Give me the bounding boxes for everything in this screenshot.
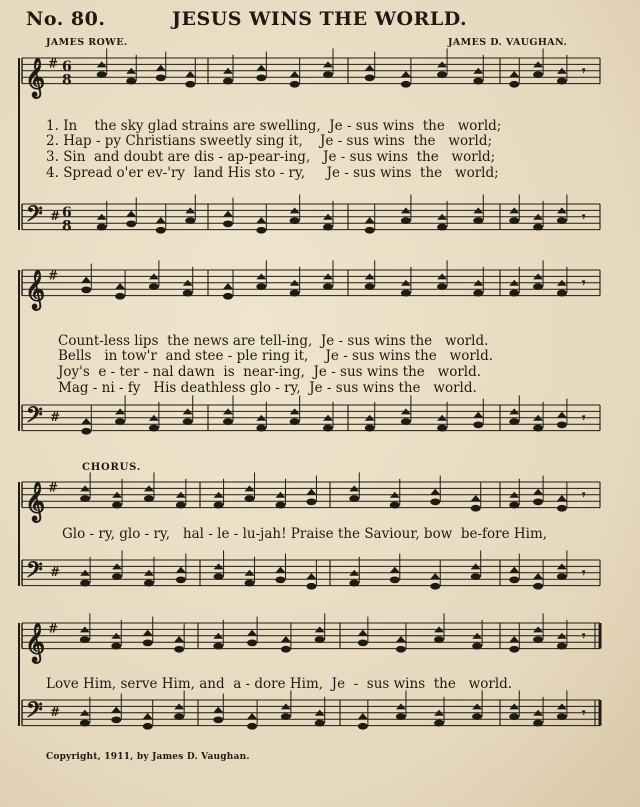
note-head — [533, 489, 543, 495]
rest: 𝄾 — [582, 487, 586, 503]
note-head — [111, 716, 121, 723]
note-head — [323, 425, 333, 432]
bass-clef: 𝄢 — [26, 403, 43, 434]
rest: 𝄾 — [582, 410, 586, 426]
lyricist-credit: JAMES ROWE. — [46, 37, 128, 48]
note-head — [275, 567, 285, 573]
chorus-line-2: Love Him, serve Him, and a - dore Him, Je - sus wins the world. — [46, 676, 513, 692]
note-head — [144, 580, 154, 587]
key-signature-sharp: # — [48, 480, 59, 495]
note-head — [275, 502, 285, 509]
note-head — [472, 713, 482, 720]
rest: 𝄾 — [582, 275, 586, 291]
note-head — [80, 720, 90, 727]
note-head — [557, 495, 567, 501]
verse-2-line-1: Hap - py Christians sweetly sing it, Je - sus wins the world; — [63, 133, 493, 149]
note-head — [247, 723, 257, 730]
note-head — [358, 713, 368, 719]
note-head — [223, 283, 233, 289]
note-head — [156, 217, 166, 223]
note-head — [223, 211, 233, 217]
note-head — [256, 425, 266, 432]
note-head — [256, 65, 266, 71]
note-head — [509, 567, 519, 573]
note-head — [358, 639, 368, 646]
note-head — [112, 502, 122, 509]
verse-2-line-2: Bells in tow'r and stee - ple ring it, Je - sus wins the world. — [58, 348, 494, 364]
key-signature-sharp: # — [48, 56, 59, 71]
note-head — [111, 643, 121, 650]
note-head — [471, 495, 481, 501]
note-head — [557, 643, 567, 650]
note-head — [115, 418, 125, 425]
note-head — [365, 217, 375, 223]
note-head — [115, 283, 125, 289]
note-head — [473, 290, 483, 297]
note-head — [306, 583, 316, 590]
note-head — [275, 576, 285, 583]
hymn-title: JESUS WINS THE WORLD. — [172, 8, 468, 30]
note-head — [214, 573, 224, 580]
note-head — [256, 227, 266, 234]
note-head — [533, 636, 543, 643]
note-head — [174, 646, 184, 653]
note-head — [390, 576, 400, 583]
note-head — [471, 573, 481, 580]
rest: 𝄾 — [582, 705, 586, 721]
rest: 𝄾 — [582, 209, 586, 225]
note-head — [174, 713, 184, 720]
note-head — [126, 220, 136, 227]
note-head — [533, 573, 543, 579]
note-head — [509, 713, 519, 720]
note-head — [223, 293, 233, 300]
verse-1-line-2: Count-less lips the news are tell-ing, Je - sus wins the world. — [58, 333, 489, 349]
note-head — [430, 573, 440, 579]
note-head — [156, 65, 166, 71]
time-signature-top: 6 — [62, 58, 72, 75]
note-head — [509, 81, 519, 88]
note-head — [81, 418, 91, 424]
note-head — [557, 421, 567, 428]
note-head — [509, 217, 519, 224]
note-head — [557, 713, 567, 720]
note-head — [156, 227, 166, 234]
note-head — [437, 425, 447, 432]
bass-clef: 𝄢 — [26, 202, 43, 233]
note-head — [430, 498, 440, 505]
note-head — [365, 65, 375, 71]
note-head — [81, 286, 91, 293]
note-head — [365, 227, 375, 234]
note-head — [256, 217, 266, 223]
note-head — [509, 71, 519, 77]
note-head — [473, 412, 483, 418]
note-head — [290, 81, 300, 88]
note-head — [247, 713, 257, 719]
note-head — [223, 418, 233, 425]
rest: 𝄾 — [582, 628, 586, 644]
note-head — [509, 576, 519, 583]
time-signature-bottom: 8 — [62, 72, 72, 89]
time-signature-top: 6 — [62, 204, 72, 221]
note-head — [473, 421, 483, 428]
note-head — [434, 636, 444, 643]
note-head — [323, 71, 333, 78]
note-head — [176, 567, 186, 573]
note-head — [533, 224, 543, 231]
note-head — [533, 283, 543, 290]
note-head — [437, 71, 447, 78]
note-head — [358, 630, 368, 636]
note-head — [80, 495, 90, 502]
note-head — [358, 723, 368, 730]
note-head — [281, 636, 291, 642]
composer-credit: JAMES D. VAUGHAN. — [448, 37, 568, 48]
rest: 𝄾 — [582, 63, 586, 79]
note-head — [143, 723, 153, 730]
note-head — [557, 217, 567, 224]
note-head — [306, 573, 316, 579]
note-head — [111, 707, 121, 713]
note-head — [401, 217, 411, 224]
key-signature-sharp: # — [50, 704, 61, 719]
note-head — [185, 81, 195, 88]
chorus-label: CHORUS. — [82, 462, 142, 473]
note-head — [509, 290, 519, 297]
note-head — [306, 498, 316, 505]
note-head — [473, 217, 483, 224]
time-signature-bottom: 8 — [62, 218, 72, 235]
note-head — [290, 217, 300, 224]
note-head — [183, 290, 193, 297]
note-head — [176, 502, 186, 509]
treble-clef: 𝄞 — [25, 622, 46, 663]
note-head — [437, 224, 447, 231]
note-head — [473, 78, 483, 85]
note-head — [112, 573, 122, 580]
note-head — [396, 713, 406, 720]
note-head — [80, 580, 90, 587]
note-head — [174, 636, 184, 642]
note-head — [143, 639, 153, 646]
note-head — [509, 418, 519, 425]
note-head — [126, 78, 136, 85]
verse-3-line-2: Joy's e - ter - nal dawn is near-ing, Je - sus wins the world. — [58, 364, 482, 380]
note-head — [290, 71, 300, 77]
note-head — [401, 71, 411, 77]
note-head — [401, 418, 411, 425]
note-head — [557, 290, 567, 297]
note-head — [471, 505, 481, 512]
note-head — [214, 502, 224, 509]
note-head — [430, 489, 440, 495]
note-head — [81, 428, 91, 435]
note-head — [533, 71, 543, 78]
note-head — [472, 643, 482, 650]
note-head — [437, 283, 447, 290]
note-head — [396, 646, 406, 653]
note-head — [557, 573, 567, 580]
note-head — [533, 720, 543, 727]
note-head — [281, 713, 291, 720]
hymn-number: No. 80. — [26, 8, 106, 30]
note-head — [509, 502, 519, 509]
note-head — [213, 716, 223, 723]
note-head — [80, 636, 90, 643]
note-head — [281, 646, 291, 653]
note-head — [401, 290, 411, 297]
note-head — [349, 495, 359, 502]
note-head — [81, 277, 91, 283]
note-head — [557, 412, 567, 418]
chorus-line-1: Glo - ry, glo - ry, hal - le - lu-jah! Praise the Saviour, bow be-fore Him, — [62, 526, 548, 542]
note-head — [213, 707, 223, 713]
note-head — [323, 224, 333, 231]
bass-clef: 𝄢 — [26, 558, 43, 589]
note-head — [247, 639, 257, 646]
verse-4-number: 4. Spread o'er ev-'ry land His sto - ry, Je - sus wins the world; — [46, 165, 499, 181]
note-head — [365, 74, 375, 81]
note-head — [290, 290, 300, 297]
note-head — [509, 636, 519, 642]
treble-clef: 𝄞 — [25, 481, 46, 522]
note-head — [390, 567, 400, 573]
note-head — [223, 78, 233, 85]
note-head — [557, 78, 567, 85]
note-head — [143, 630, 153, 636]
note-head — [290, 418, 300, 425]
note-head — [223, 220, 233, 227]
note-head — [115, 293, 125, 300]
verse-3-line-1: Sin and doubt are dis - ap-pear-ing, Je - sus wins the world; — [63, 149, 496, 165]
verse-1-number: 1. In the sky glad strains are swelling, Je - sus wins the world; — [46, 118, 502, 134]
note-head — [396, 636, 406, 642]
note-head — [533, 498, 543, 505]
note-head — [306, 489, 316, 495]
key-signature-sharp: # — [50, 208, 61, 223]
key-signature-sharp: # — [50, 409, 61, 424]
rest: 𝄾 — [582, 565, 586, 581]
note-head — [533, 425, 543, 432]
note-head — [557, 505, 567, 512]
note-head — [149, 425, 159, 432]
note-head — [149, 283, 159, 290]
note-head — [390, 502, 400, 509]
verse-1-line-1: In the sky glad strains are swelling, Je - sus wins the world; — [63, 118, 502, 134]
note-head — [97, 224, 107, 231]
treble-clef: 𝄞 — [25, 57, 46, 98]
verse-3-number: 3. Sin and doubt are dis - ap-pear-ing, Je - sus wins the world; — [46, 149, 496, 165]
note-head — [509, 646, 519, 653]
note-head — [247, 630, 257, 636]
note-head — [245, 495, 255, 502]
bass-clef: 𝄢 — [26, 698, 43, 729]
note-head — [365, 425, 375, 432]
note-head — [156, 74, 166, 81]
note-head — [256, 283, 266, 290]
key-signature-sharp: # — [48, 621, 59, 636]
note-head — [401, 81, 411, 88]
note-head — [365, 283, 375, 290]
note-head — [315, 720, 325, 727]
note-head — [144, 495, 154, 502]
verse-4-line-1: Spread o'er ev-'ry land His sto - ry, Je - sus wins the world; — [63, 165, 499, 181]
key-signature-sharp: # — [50, 564, 61, 579]
note-head — [434, 720, 444, 727]
copyright-notice: Copyright, 1911, by James D. Vaughan. — [46, 752, 250, 762]
note-head — [323, 283, 333, 290]
note-head — [349, 580, 359, 587]
note-head — [185, 217, 195, 224]
note-head — [183, 418, 193, 425]
note-head — [97, 71, 107, 78]
key-signature-sharp: # — [48, 268, 59, 283]
note-head — [176, 576, 186, 583]
note-head — [143, 713, 153, 719]
note-head — [185, 71, 195, 77]
note-head — [256, 74, 266, 81]
note-head — [213, 643, 223, 650]
verse-2-number: 2. Hap - py Christians sweetly sing it, Je - sus wins the world; — [46, 133, 493, 149]
note-head — [245, 580, 255, 587]
treble-clef: 𝄞 — [25, 269, 46, 310]
note-head — [430, 583, 440, 590]
note-head — [533, 583, 543, 590]
verse-4-line-2: Mag - ni - fy His deathless glo - ry, Je - sus wins the world. — [58, 380, 477, 396]
note-head — [126, 211, 136, 217]
note-head — [315, 636, 325, 643]
